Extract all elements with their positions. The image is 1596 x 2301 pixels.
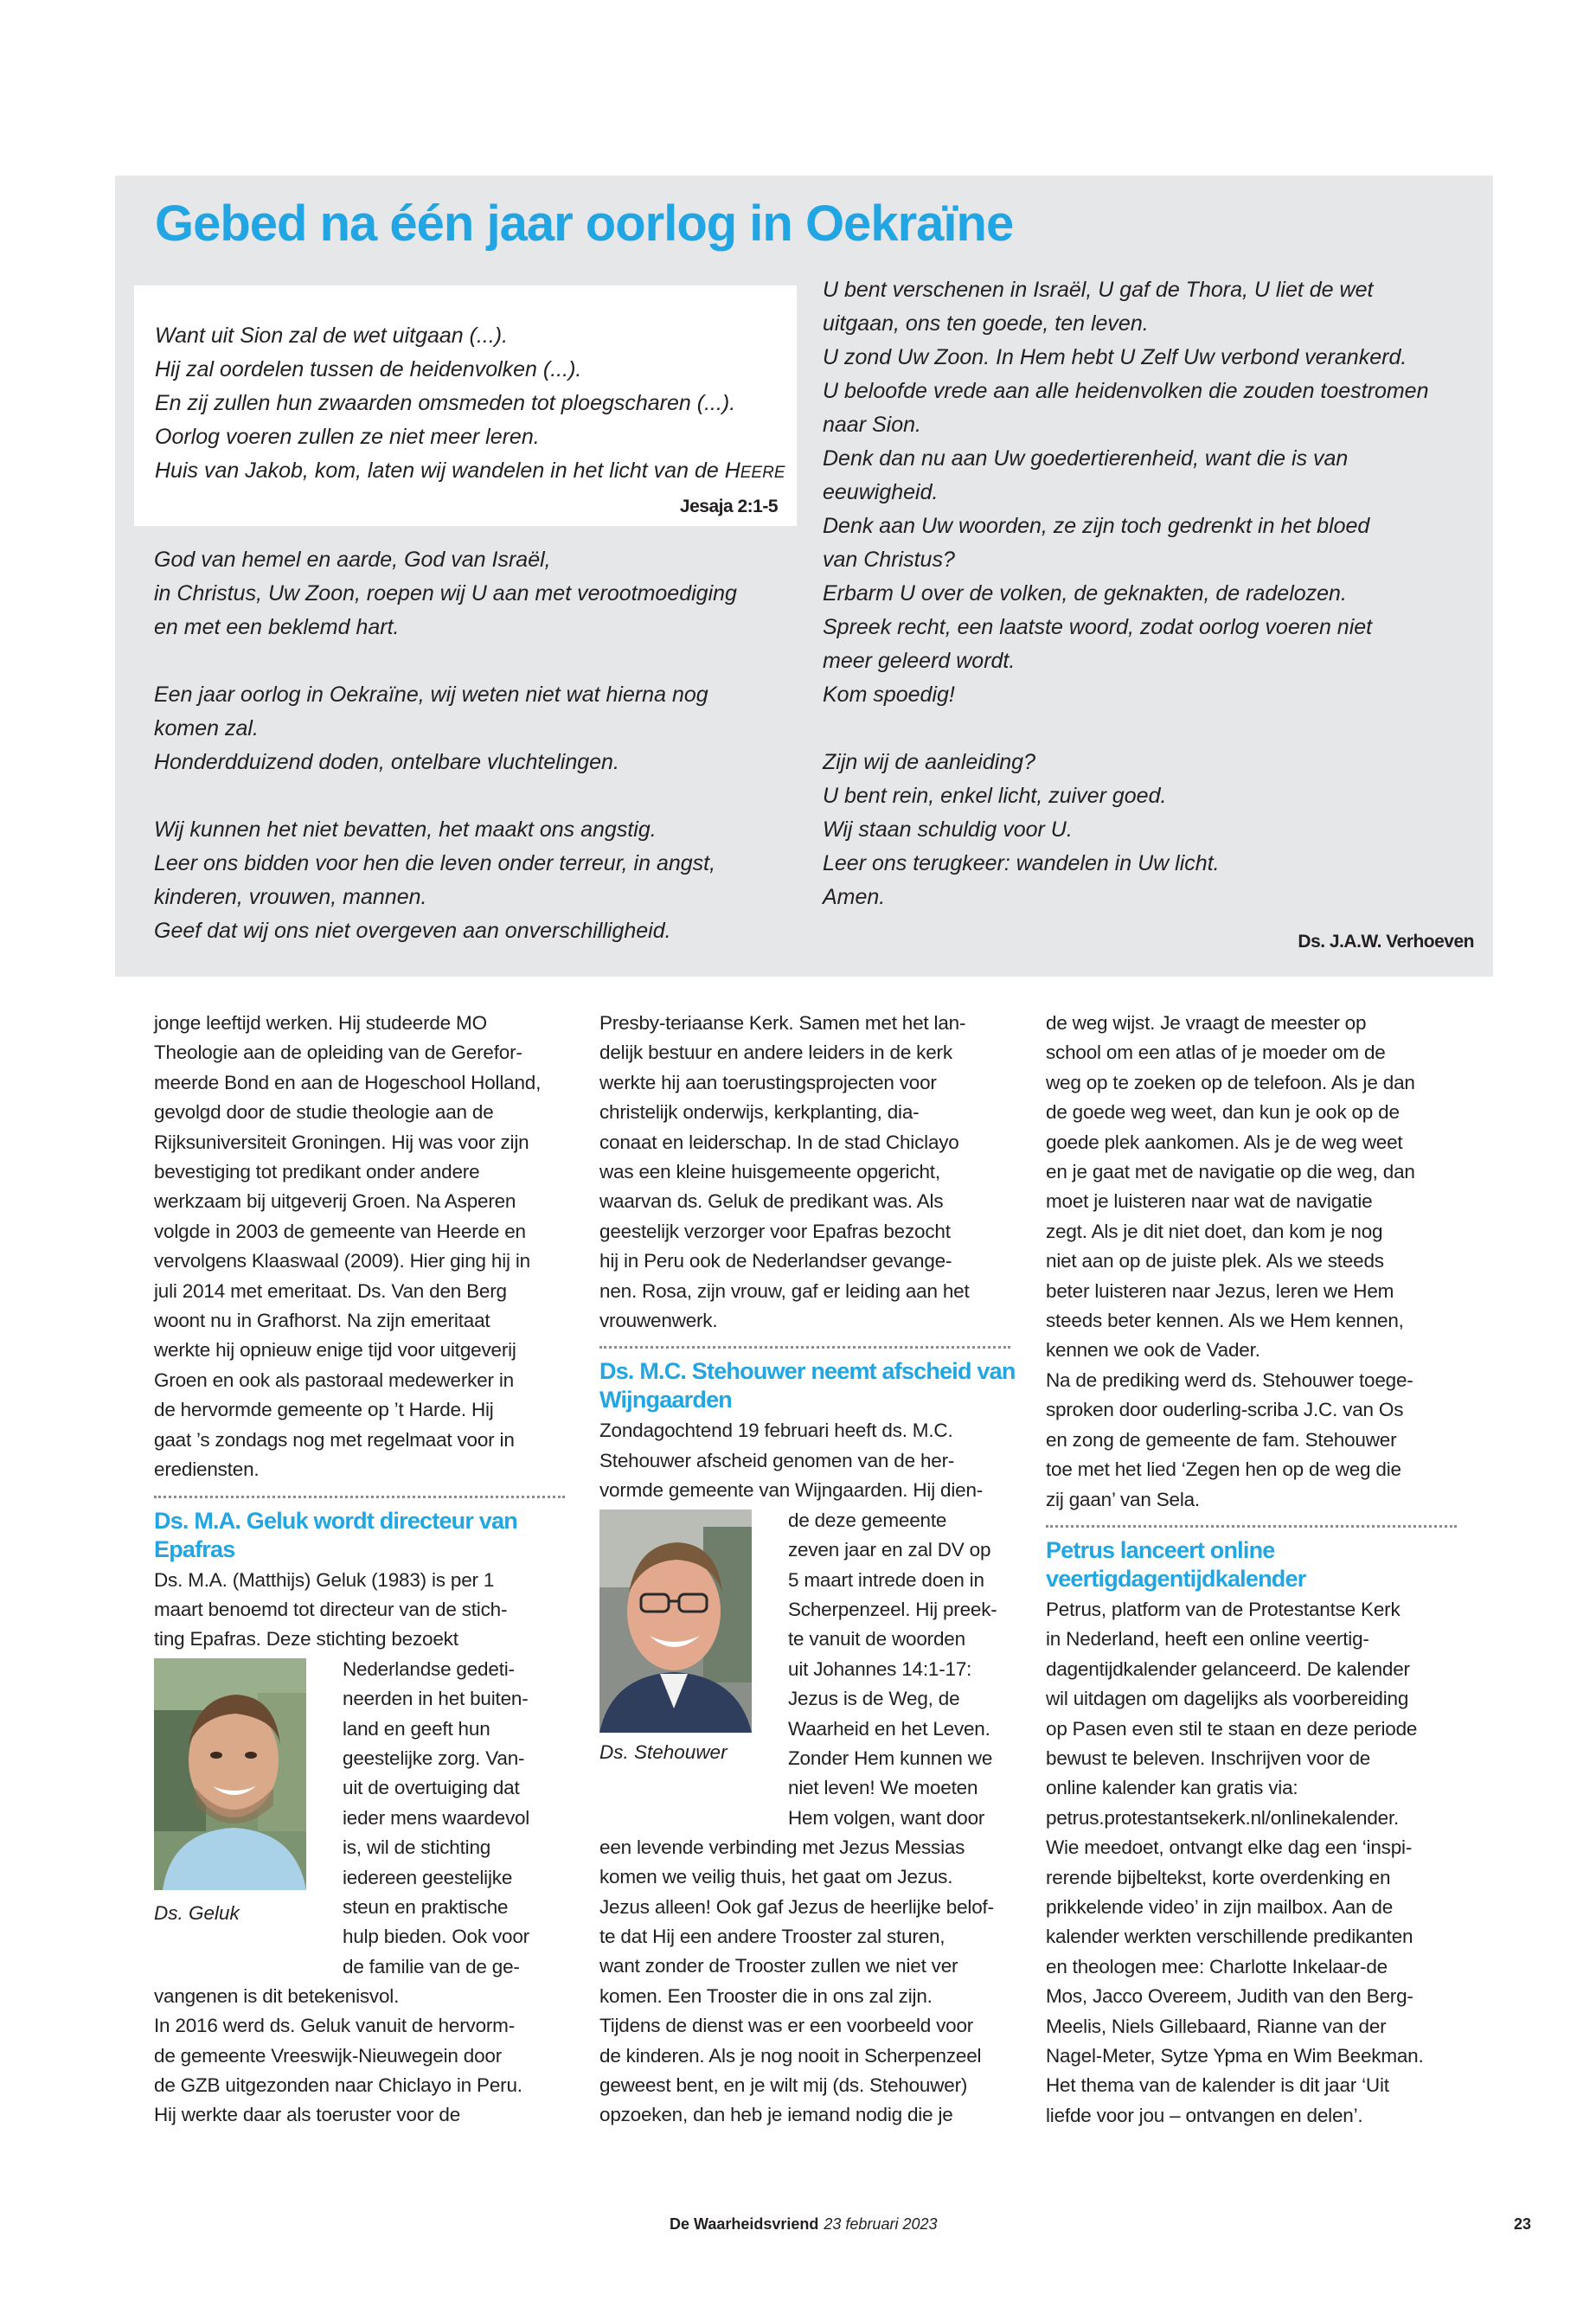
- prayer-line: Erbarm U over de volken, de geknakten, de radelozen.: [823, 581, 1347, 606]
- article-text: Petrus, platform van de Protestantse Kerk in Nederland, heeft een online veertig- dagentijdkalender gelanceerd. De kalender wil uitdagen om dagelijks als voorbereiding op Pasen even stil te staan en deze periode bewust te beleven. Inschrijven voor de online kalender kan gratis via: petrus.protestantsekerk.nl/onlinekalender. Wie meedoet, ontvangt elke dag een ‘inspi- rerende bijbeltekst, korte overdenking en prikkelende video’ in zijn mailbox. Aan de kalender werkten verschillende predikanten en theologen mee: Charlotte Inkelaar-de Mos, Jacco Overeem, Judith van den Berg- Meelis, Niels Gillebaard, Rianne van der Nagel-Meter, Sytze Ypma en Wim Beekman. Het thema van de kalender is dit jaar ‘Uit liefde voor jou – ontvangen en delen’.: [1046, 1598, 1424, 2126]
- article-text: jonge leeftijd werken. Hij studeerde MO Theologie aan de opleiding van de Gerefor- meerde Bond en aan de Hogeschool Holland, gevolgd door de studie theologie aan de Rijksuniversiteit Groningen. Hij was voor zijn bevestiging tot predikant onder andere werkzaam bij uitgeverij Groen. Na Asperen volgde in 2003 de gemeente van Heerde en vervolgens Klaaswaal (2009). Hier ging hij in juli 2014 met emeritaat. Ds. Van den Berg woont nu in Grafhorst. Na zijn emeritaat werkte hij opnieuw enige tijd voor uitgeverij Groen en ook als pastoraal medewerker in de hervormde gemeente op ’t Harde. Hij gaat ’s zondags nog met regelmaat voor in erediensten.: [154, 1012, 542, 1481]
- magazine-name: De Waarheidsvriend: [670, 2215, 819, 2233]
- wrapped-text: de deze gemeente zeven jaar en zal DV op 5 maart intrede doen in Scherpenzeel. Hij preek- te vanuit de woorden uit Johannes 14:1-17: Jezus is de Weg, de Waarheid en het Leven. Zonder Hem kunnen we niet leven! We moeten Hem volgen, want door: [788, 1509, 997, 1829]
- quote-line: Huis van Jakob, kom, laten wij wandelen in het licht van de HEERE: [155, 458, 785, 483]
- prayer-line: van Christus?: [823, 548, 955, 572]
- prayer-line: U bent verschenen in Israël, U gaf de Thora, U liet de wet: [823, 278, 1374, 302]
- article-column-3: [1046, 1009, 1457, 2131]
- article-column-1: [154, 1009, 565, 2131]
- page-number: 23: [1514, 2215, 1532, 2233]
- photo-stehouwer: [599, 1509, 752, 1733]
- prayer-line: Een jaar oorlog in Oekraïne, wij weten niet wat hierna nog: [154, 683, 708, 707]
- wrapped-text: Nederlandse gedeti- neerden in het buiten- land en geeft hun geestelijke zorg. Van- uit de overtuiging dat ieder mens waardevol is, wil de stichting iedereen geestelijke steun en praktische hulp bieden. Ook voor de familie van de ge-: [343, 1657, 530, 1977]
- prayer-line: eeuwigheid.: [823, 480, 939, 504]
- article-heading-stehouwer: Ds. M.C. Stehouwer neemt afscheid van Wijngaarden: [599, 1358, 1016, 1413]
- prayer-box: [115, 176, 1493, 977]
- dotted-divider: [599, 1346, 1010, 1349]
- prayer-line: meer geleerd wordt.: [823, 649, 1016, 673]
- prayer-line: Leer ons bidden voor hen die leven onder terreur, in angst,: [154, 851, 716, 875]
- prayer-line: in Christus, Uw Zoon, roepen wij U aan met verootmoediging: [154, 581, 737, 606]
- prayer-signature: Ds. J.A.W. Verhoeven: [1298, 932, 1474, 952]
- prayer-line: kinderen, vrouwen, mannen.: [154, 885, 427, 909]
- prayer-line: Geef dat wij ons niet overgeven aan onverschilligheid.: [154, 919, 671, 943]
- quote-line: Want uit Sion zal de wet uitgaan (...).: [155, 324, 509, 348]
- scripture-quote: [155, 319, 786, 490]
- portrait-stehouwer-image: [599, 1509, 752, 1733]
- article-column-2: [599, 1009, 1016, 2131]
- footer-magazine: [670, 2215, 938, 2234]
- prayer-line: Kom spoedig!: [823, 683, 955, 707]
- article-text: een levende verbinding met Jezus Messias komen we veilig thuis, het gaat om Jezus. Jezus alleen! Ook gaf Jezus de heerlijke belof- te dat Hij een andere Trooster zal sturen, want zonder de Trooster zullen we niet ver komen. Een Trooster die in ons zal zijn. Tijdens de dienst was er een voorbeeld voor de kinderen. Als je nog nooit in Scherpenzeel geweest bent, en je wilt mij (ds. Stehouwer) opzoeken, dan heb je iemand nodig die je: [599, 1836, 994, 2126]
- scripture-reference: Jesaja 2:1-5: [679, 497, 778, 516]
- dotted-divider: [1046, 1525, 1457, 1528]
- prayer-line: U bent rein, enkel licht, zuiver goed.: [823, 784, 1167, 808]
- article-heading-geluk: Ds. M.A. Geluk wordt directeur van Epafras: [154, 1507, 517, 1562]
- photo-wrap-area: [154, 1655, 565, 2012]
- article-text: vangenen is dit betekenisvol. In 2016 werd ds. Geluk vanuit de hervorm- de gemeente Vreeswijk-Nieuwegein door de GZB uitgezonden naar Chiclayo in Peru. Hij werkte daar als toeruster voor de: [154, 1984, 522, 2126]
- article-text: Ds. M.A. (Matthijs) Geluk (1983) is per 1 maart benoemd tot directeur van de stich- ting Epafras. Deze stichting bezoekt: [154, 1568, 508, 1650]
- photo-caption: Ds. Stehouwer: [599, 1740, 727, 1763]
- issue-date: 23 februari 2023: [824, 2215, 938, 2233]
- prayer-line: Honderdduizend doden, ontelbare vluchtelingen.: [154, 750, 619, 774]
- dotted-divider: [154, 1496, 565, 1498]
- prayer-left-column: [154, 543, 794, 948]
- quote-line: Hij zal oordelen tussen de heidenvolken (...).: [155, 357, 582, 381]
- article-text: Zondagochtend 19 februari heeft ds. M.C. Stehouwer afscheid genomen van de her- vormde gemeente van Wijngaarden. Hij dien-: [599, 1420, 984, 1502]
- prayer-line: uitgaan, ons ten goede, ten leven.: [823, 311, 1149, 336]
- prayer-line: God van hemel en aarde, God van Israël,: [154, 548, 551, 572]
- scripture-quote-box: [134, 285, 797, 526]
- photo-caption: Ds. Geluk: [154, 1901, 240, 1924]
- article-heading-petrus: Petrus lanceert online veertigdagentijdkalender: [1046, 1536, 1306, 1592]
- prayer-line: Spreek recht, een laatste woord, zodat oorlog voeren niet: [823, 615, 1373, 639]
- prayer-line: naar Sion.: [823, 413, 921, 437]
- prayer-line: Zijn wij de aanleiding?: [823, 750, 1035, 774]
- prayer-line: Denk aan Uw woorden, ze zijn toch gedrenkt in het bloed: [823, 514, 1370, 538]
- photo-wrap-area: [599, 1506, 1010, 1833]
- article-text: de weg wijst. Je vraagt de meester op school om een atlas of je moeder om de weg op te zoeken op de telefoon. Als je dan de goede weg weet, dan kun je ook op de goede plek aankomen. Als je de weg weet en je gaat met de navigatie op die weg, dan moet je luisteren naar wat de navigatie zegt. Als je dit niet doet, dan kom je nog niet aan op de juiste plek. Als we steeds beter luisteren naar Jezus, leren we Hem steeds beter kennen. Als we Hem kennen, kennen we ook de Vader. Na de prediking werd ds. Stehouwer toege- sproken door ouderling-scriba J.C. van Os en zong de gemeente de fam. Stehouwer toe met het lied ‘Zegen hen op de weg die zij gaan’ van Sela.: [1046, 1012, 1415, 1510]
- quote-line: Oorlog voeren zullen ze niet meer leren.: [155, 425, 540, 449]
- prayer-line: en met een beklemd hart.: [154, 615, 400, 639]
- photo-geluk: [154, 1658, 306, 1890]
- prayer-line: U beloofde vrede aan alle heidenvolken die zouden toestromen: [823, 379, 1429, 403]
- prayer-line: U zond Uw Zoon. In Hem hebt U Zelf Uw verbond verankerd.: [823, 345, 1407, 369]
- prayer-line: Denk dan nu aan Uw goedertierenheid, want die is van: [823, 446, 1349, 471]
- portrait-geluk-image: [154, 1658, 306, 1890]
- article-text: Presby-teriaanse Kerk. Samen met het lan- delijk bestuur en andere leiders in de kerk werkte hij aan toerustingsprojecten voor christelijk onderwijs, kerkplanting, dia- conaat en leiderschap. In de stad Chiclayo was een kleine huisgemeente opgericht, waarvan ds. Geluk de predikant was. Als geestelijk verzorger voor Epafras bezocht hij in Peru ook de Nederlandser gevange- nen. Rosa, zijn vrouw, gaf er leiding aan het vrouwenwerk.: [599, 1012, 970, 1332]
- prayer-line: Amen.: [823, 885, 886, 909]
- prayer-line: komen zal.: [154, 716, 259, 740]
- prayer-line: Wij staan schuldig voor U.: [823, 817, 1073, 842]
- prayer-line: Wij kunnen het niet bevatten, het maakt ons angstig.: [154, 817, 657, 842]
- prayer-right-column: [823, 273, 1480, 914]
- quote-line: En zij zullen hun zwaarden omsmeden tot ploegscharen (...).: [155, 391, 736, 415]
- prayer-line: Leer ons terugkeer: wandelen in Uw licht.: [823, 851, 1220, 875]
- prayer-title: Gebed na één jaar oorlog in Oekraïne: [155, 195, 1014, 252]
